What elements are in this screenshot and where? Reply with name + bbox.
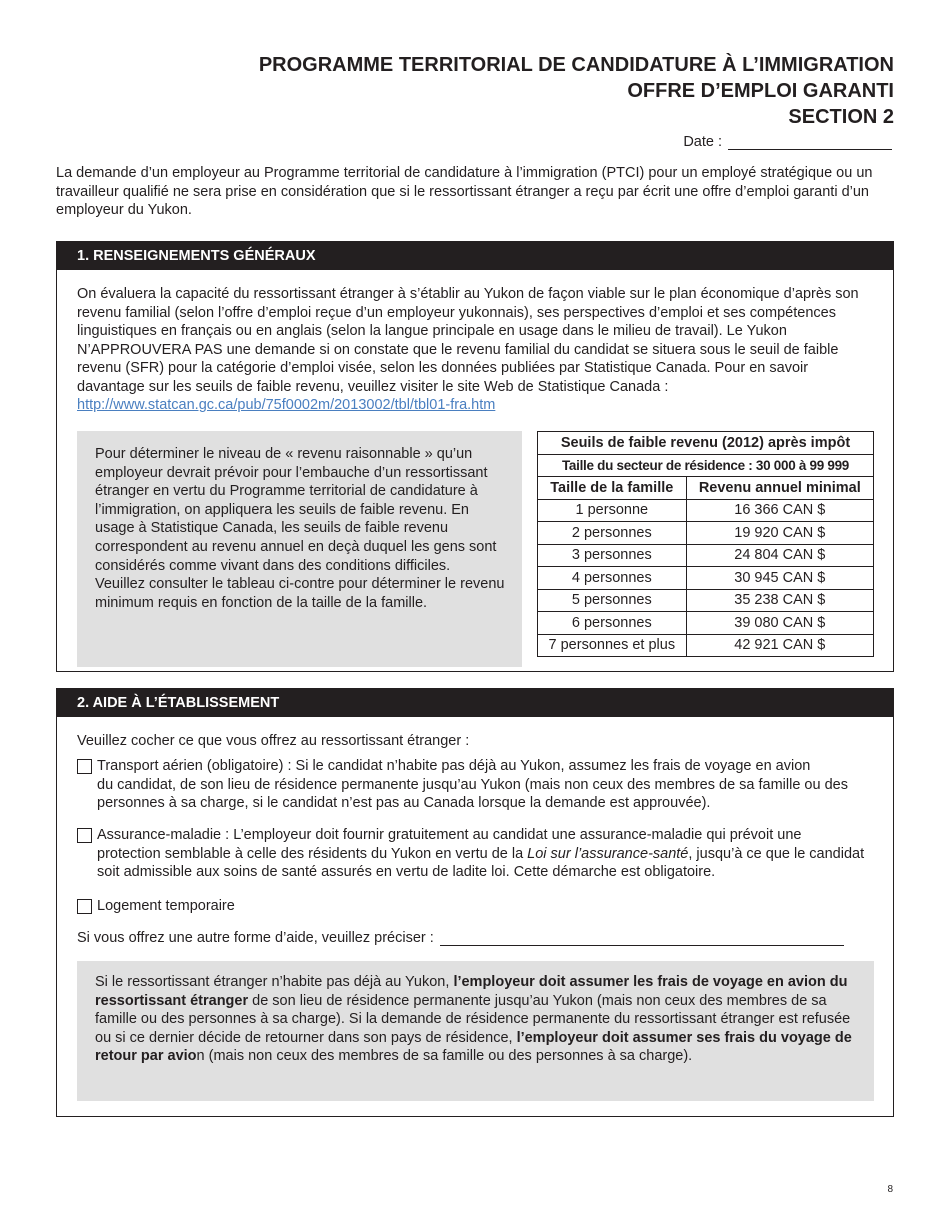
travel-note-t1: Si le ressortissant étranger n’habite pas déjà au Yukon, [95, 974, 454, 990]
min-income: 24 804 CAN $ [686, 544, 873, 567]
income-note-p2: Veuillez consulter le tableau ci-contre pour déterminer le revenu minimum requis en fonction de la taille de la famille. [95, 576, 505, 611]
air-transport-label: Transport aérien (obligatoire) : Si le candidat n’habite pas déjà au Yukon, assumez les frais de voyage en avion [97, 758, 811, 774]
family-size: 7 personnes et plus [538, 634, 687, 657]
temp-housing-checkbox[interactable] [77, 899, 92, 914]
temp-housing-label: Logement temporaire [97, 898, 235, 914]
low-income-table [537, 431, 874, 657]
travel-note-t3: n (mais non ceux des membres de sa famille ou des personnes à sa charge). [196, 1048, 693, 1065]
family-size: 2 personnes [538, 522, 687, 545]
option-air-transport [77, 757, 877, 813]
health-insurance-checkbox[interactable] [77, 828, 92, 843]
section2-title: 2. AIDE À L’ÉTABLISSEMENT [57, 689, 893, 717]
air-transport-desc: du candidat, de son lieu de résidence permanente jusqu’au Yukon (mais non ceux des membres de sa famille ou des personnes à sa charge, si le candidat n’est pas au Canada lorsque la demande est approuvée). [97, 776, 848, 811]
min-income: 42 921 CAN $ [686, 634, 873, 657]
table-row [538, 612, 874, 635]
travel-note [95, 973, 855, 1066]
table-subtitle: Taille du secteur de résidence : 30 000 à 99 999 [538, 454, 874, 477]
table-row [538, 522, 874, 545]
section1-paragraph [77, 285, 873, 415]
date-field[interactable] [728, 134, 892, 150]
health-insurance-desc-a: protection semblable à celle des résidents du Yukon en vertu de la [97, 845, 528, 862]
income-note [95, 445, 505, 612]
income-note-box [77, 431, 522, 667]
section1-text: On évaluera la capacité du ressortissant étranger à s’établir au Yukon de façon viable sur le plan économique d’après son revenu familial (selon l’offre d’emploi reçue d’un employeur yukonnais), ses perspectives d’emploi et ses compétences linguistiques en français ou en anglais (selon la langue principale en usage dans le milieu de travail). Le Yukon N’APPROUVERA PAS une demande si on constate que le revenu familial du candidat se situera sous le seuil de faible revenu (SFR) pour la catégorie d’emploi visée, selon les données publiées par Statistique Canada. Pour en savoir davantage sur les seuils de faible revenu, veuillez visiter le site Web de Statistique Canada : [77, 286, 859, 395]
other-aid-field[interactable] [440, 930, 844, 946]
header-section: SECTION 2 [788, 106, 894, 128]
page-number: 8 [887, 1184, 893, 1195]
table-row [538, 589, 874, 612]
intro-paragraph: La demande d’un employeur au Programme territorial de candidature à l’immigration (PTCI) pour un employé stratégique ou un travailleur qualifié ne sera prise en considération que si le ressortissant étranger a reçu par écrit une offre d’emploi garanti d’un employeur du Yukon. [56, 165, 873, 218]
travel-note-t2: de son lieu de résidence permanente jusqu’au Yukon (mais non ceux des membres de sa famille ou des personnes à sa charge). Si la demande de résidence permanente du ressortissant étranger est refusée ou si ce dernier décide de retourner dans son pays de résidence, [95, 992, 851, 1046]
table-row [538, 567, 874, 590]
min-income: 35 238 CAN $ [686, 589, 873, 612]
other-aid-label: Si vous offrez une autre forme d’aide, veuillez préciser : [77, 930, 434, 946]
statcan-link[interactable]: http://www.statcan.gc.ca/pub/75f0002m/2013002/tbl/tbl01-fra.htm [77, 397, 496, 413]
health-act-name: Loi sur l’assurance-santé [527, 845, 689, 862]
date-row [683, 134, 892, 150]
family-size: 4 personnes [538, 567, 687, 590]
table-title: Seuils de faible revenu (2012) après impôt [538, 432, 874, 455]
travel-note-box [77, 961, 874, 1101]
health-insurance-desc-b: , jusqu’à ce que le candidat soit admissible aux soins de santé assurés en vertu de ladite loi. Cette démarche est obligatoire. [97, 845, 865, 880]
header-subtitle: OFFRE D’EMPLOI GARANTI [627, 80, 894, 102]
table-row [538, 634, 874, 657]
family-size: 3 personnes [538, 544, 687, 567]
col-family-size: Taille de la famille [538, 477, 687, 500]
min-income: 16 366 CAN $ [686, 499, 873, 522]
date-label: Date : [683, 134, 722, 150]
travel-note-b2: l’employeur doit assumer ses frais du voyage de retour par avio [95, 1029, 852, 1065]
section1-title: 1. RENSEIGNEMENTS GÉNÉRAUX [57, 242, 893, 270]
col-min-income: Revenu annuel minimal [686, 477, 873, 500]
travel-note-b1: l’employeur doit assumer les frais de voyage en avion du ressortissant étranger [95, 974, 848, 1009]
income-note-p1: Pour déterminer le niveau de « revenu raisonnable » qu’un employeur devrait prévoir pour l’embauche d’un ressortissant étranger en vertu du Programme territorial de candidature à l’immigration, on appliquera les seuils de faible revenu. En usage à Statistique Canada, les seuils de faible revenu correspondent au revenu annuel en deçà duquel les gens sont considérés comme vivant dans des conditions difficiles. [95, 446, 497, 574]
section-general-info [56, 241, 894, 672]
table-row [538, 544, 874, 567]
other-aid-row [77, 930, 844, 946]
section-settlement-aid [56, 688, 894, 1117]
health-insurance-label: Assurance-maladie : L’employeur doit fournir gratuitement au candidat une assurance-maladie qui prévoit une [97, 827, 802, 843]
min-income: 19 920 CAN $ [686, 522, 873, 545]
settlement-prompt: Veuillez cocher ce que vous offrez au ressortissant étranger : [77, 733, 470, 749]
table-row [538, 499, 874, 522]
option-temp-housing [77, 897, 877, 916]
family-size: 1 personne [538, 499, 687, 522]
air-transport-checkbox[interactable] [77, 759, 92, 774]
family-size: 6 personnes [538, 612, 687, 635]
option-health-insurance [77, 826, 877, 882]
form-header [259, 52, 894, 130]
min-income: 39 080 CAN $ [686, 612, 873, 635]
header-title: PROGRAMME TERRITORIAL DE CANDIDATURE À L’IMMIGRATION [258, 54, 894, 76]
min-income: 30 945 CAN $ [686, 567, 873, 590]
health-insurance-desc [97, 845, 877, 882]
family-size: 5 personnes [538, 589, 687, 612]
